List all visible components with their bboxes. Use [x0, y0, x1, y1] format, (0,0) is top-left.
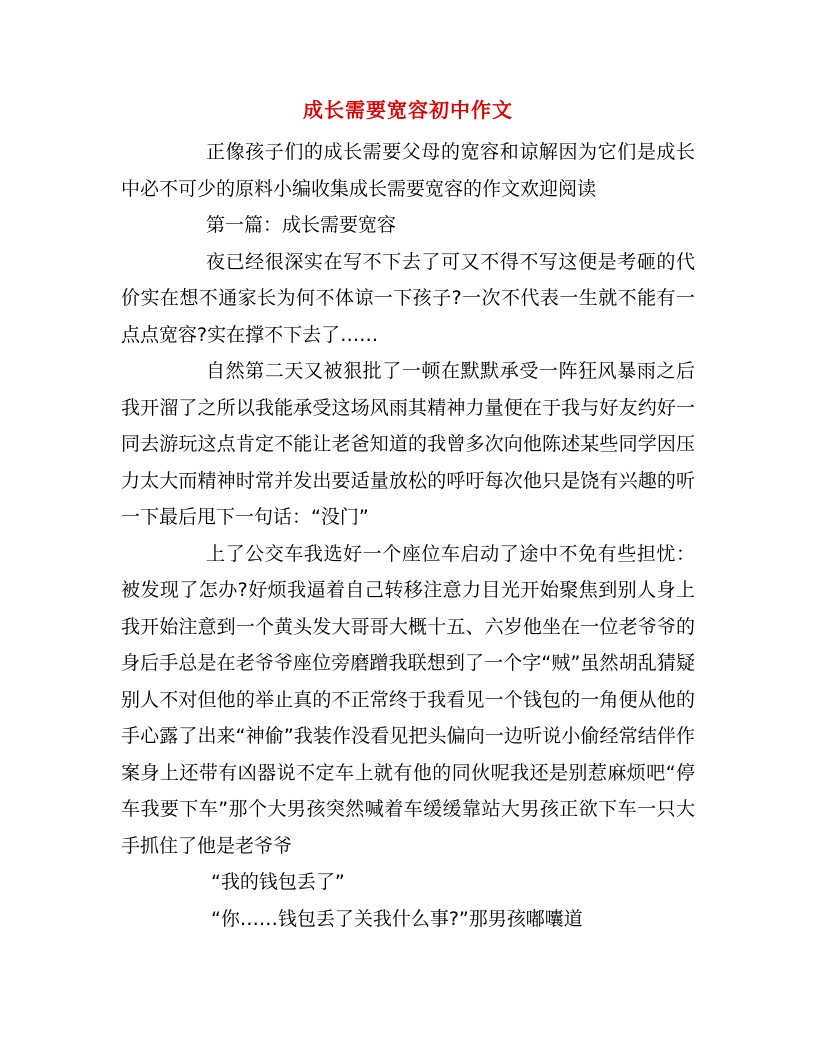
document-title: 成长需要宽容初中作文 — [303, 98, 513, 122]
paragraph-intro: 正像孩子们的成长需要父母的宽容和谅解因为它们是成长中必不可少的原料小编收集成长需要宽容的作文欢迎阅读 — [121, 141, 695, 200]
paragraph: 自然第二天又被狠批了一顿在默默承受一阵狂风暴雨之后我开溜了之所以我能承受这场风雨其精神力量便在于我与好友约好一同去游玩这点肯定不能让老爸知道的我曾多次向他陈述某些同学因压力太大而精神时常并发出要适量放松的呼吁每次他只是饶有兴趣的听一下最后甩下一句话：“没门” — [121, 360, 695, 528]
paragraph: 夜已经很深实在写不下去了可又不得不写这便是考砸的代价实在想不通家长为何不体谅一下孩子?一次不代表一生就不能有一点点宽容?实在撑不下去了…… — [121, 250, 695, 346]
document-body — [121, 134, 695, 937]
paragraph: 上了公交车我选好一个座位车启动了途中不免有些担忧：被发现了怎办?好烦我逼着自己转移注意力目光开始聚焦到别人身上我开始注意到一个黄头发大哥哥大概十五、六岁他坐在一位老爷爷的身后手总是在老爷爷座位旁磨蹭我联想到了一个字“贼”虽然胡乱猜疑别人不对但他的举止真的不正常终于我看见一个钱包的一角便从他的手心露了出来“神偷”我装作没看见把头偏向一边听说小偷经常结伴作案身上还带有凶器说不定车上就有他的同伙呢我还是别惹麻烦吧“停车我要下车”那个大男孩突然喊着车缓缓靠站大男孩正欲下车一只大手抓住了他是老爷爷 — [121, 542, 695, 857]
dialogue-line: “我的钱包丢了” — [211, 871, 345, 893]
section-heading: 第一篇：成长需要宽容 — [206, 214, 397, 236]
dialogue-line: “你……钱包丢了关我什么事?”那男孩嘟囔道 — [211, 907, 583, 930]
